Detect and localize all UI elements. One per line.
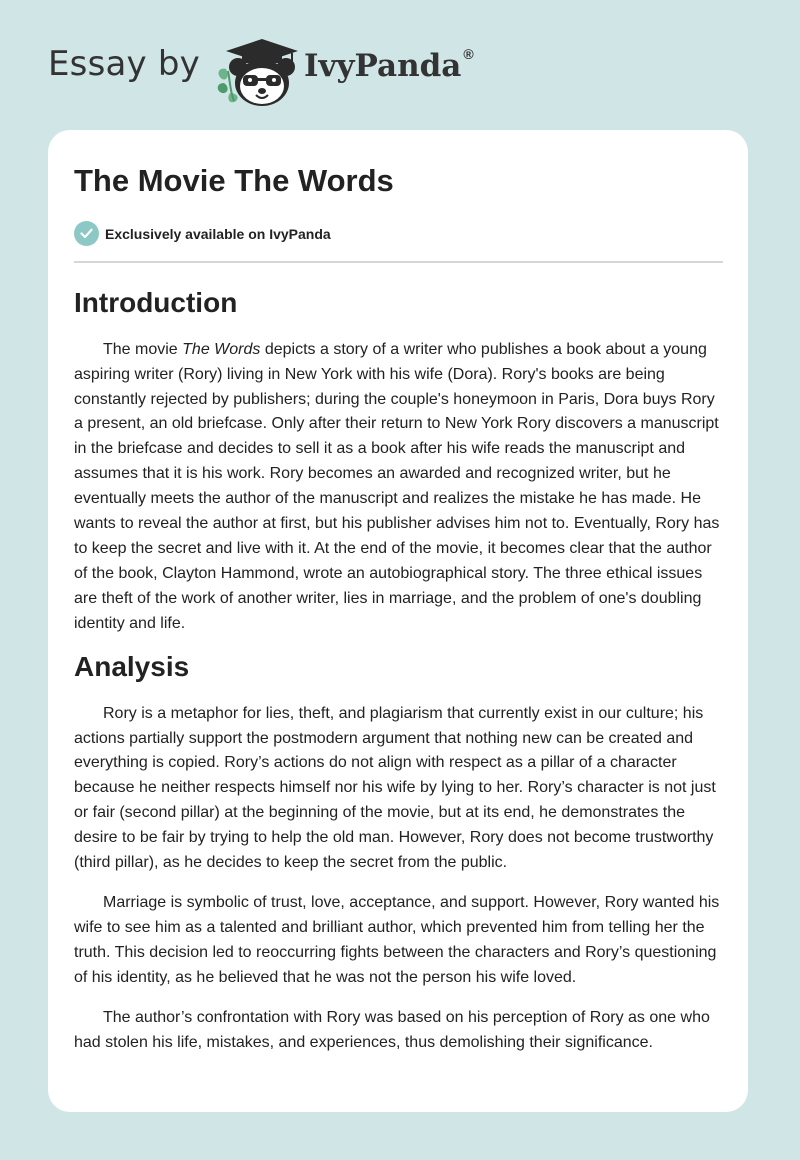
page-title: The Movie The Words: [74, 163, 394, 198]
panda-mascot-icon: [212, 31, 304, 109]
check-circle-icon: [74, 221, 99, 246]
brand-name: IvyPanda ®: [303, 45, 474, 84]
paragraph: Marriage is symbolic of trust, love, acceptance, and support. However, Rory wanted his wife to see him as a talented and brilliant author, which prevented him from telling her the truth. This decision led to reoccurring fights between the characters and Rory’s questioning of his identity, as he believed that he was not the person his wife loved.: [74, 893, 720, 986]
movie-title-emphasis: The Words: [182, 340, 261, 358]
site-header: [48, 30, 474, 110]
ivypanda-logo-link[interactable]: [212, 31, 474, 109]
paragraph: The movie The Words depicts a story of a writer who publishes a book about a young aspiring writer (Rory) living in New York with his wife (Dora). Rory's books are being constantly rejected by publishers; during the couple's honeymoon in Paris, Dora buys Rory a present, an old briefcase. Only after their return to New York Rory discovers a manuscript in the briefcase and decides to sell it as a book after his wife reads the manuscript and assumes that it is his work. Rory becomes an awarded and recognized writer, but he eventually meets the author of the manuscript and realizes the mistake he has made. He wants to reveal the author at first, but his publisher advises him not to. Eventually, Rory has to keep the secret and live with it. At the end of the movie, it becomes clear that the author of the book, Clayton Hammond, wrote an autobiographical story. The three ethical issues are theft of the work of another writer, lies in marriage, and the problem of one's doubling identity and life.: [74, 340, 720, 632]
essay-card: [48, 130, 748, 1112]
essay-content: [74, 162, 723, 1055]
paragraph: The author’s confrontation with Rory was based on his perception of Rory as one who had stolen his life, mistakes, and experiences, thus demolishing their significance.: [74, 1008, 710, 1051]
exclusive-text: Exclusively available on IvyPanda: [105, 225, 331, 242]
registered-mark: ®: [463, 45, 474, 62]
section-heading-introduction: Introduction: [74, 286, 238, 318]
paragraph: Rory is a metaphor for lies, theft, and plagiarism that currently exist in our culture; his actions partially support the postmodern argument that nothing new can be created and everything is copied. Rory’s actions do not align with respect as a pillar of a character because he neither respects himself nor his wife by lying to her. Rory’s character is not just or fair (second pillar) at the beginning of the movie, but at its end, he demonstrates the desire to be fair by trying to help the old man. However, Rory does not become trustworthy (third pillar), as he decides to keep the secret from the public.: [74, 704, 716, 872]
section-heading-analysis: Analysis: [74, 650, 190, 682]
exclusive-badge: [74, 221, 723, 247]
essay-by-label: Essay by: [48, 44, 200, 84]
title-divider: [74, 261, 723, 263]
